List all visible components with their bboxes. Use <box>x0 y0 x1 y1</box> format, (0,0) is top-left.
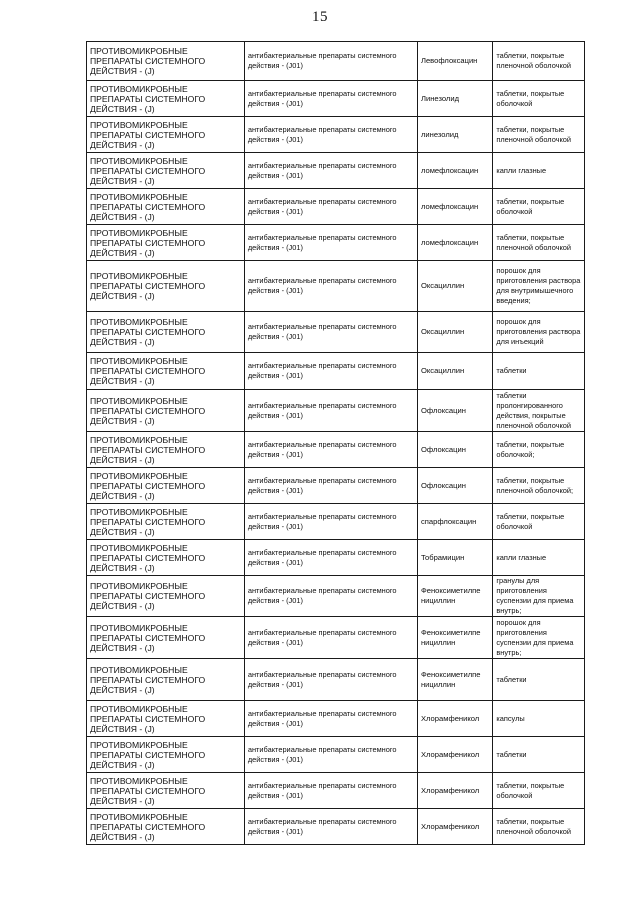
subgroup-cell: антибактериальные препараты системного действия - (J01) <box>244 312 417 353</box>
group-cell: ПРОТИВОМИКРОБНЫЕ ПРЕПАРАТЫ СИСТЕМНОГО ДЕЙСТВИЯ - (J) <box>87 659 245 701</box>
page-number: 15 <box>312 9 328 25</box>
drug-table <box>86 41 585 845</box>
dosage-form-cell: капли глазные <box>493 540 585 576</box>
group-cell: ПРОТИВОМИКРОБНЫЕ ПРЕПАРАТЫ СИСТЕМНОГО ДЕЙСТВИЯ - (J) <box>87 81 245 117</box>
drug-name-cell: Феноксиметилпе нициллин <box>417 617 492 659</box>
group-cell: ПРОТИВОМИКРОБНЫЕ ПРЕПАРАТЫ СИСТЕМНОГО ДЕЙСТВИЯ - (J) <box>87 468 245 504</box>
dosage-form-cell: таблетки, покрытые пленочной оболочкой <box>493 225 585 261</box>
table-row <box>87 81 585 117</box>
subgroup-cell: антибактериальные препараты системного действия - (J01) <box>244 737 417 773</box>
group-cell: ПРОТИВОМИКРОБНЫЕ ПРЕПАРАТЫ СИСТЕМНОГО ДЕЙСТВИЯ - (J) <box>87 312 245 353</box>
drug-name-cell: ломефлоксацин <box>417 189 492 225</box>
dosage-form-cell: таблетки, покрытые пленочной оболочкой <box>493 42 585 81</box>
dosage-form-cell: таблетки <box>493 737 585 773</box>
dosage-form-cell: капсулы <box>493 701 585 737</box>
drug-table-body <box>87 42 585 845</box>
table-row <box>87 390 585 432</box>
dosage-form-cell: таблетки <box>493 353 585 390</box>
group-cell: ПРОТИВОМИКРОБНЫЕ ПРЕПАРАТЫ СИСТЕМНОГО ДЕЙСТВИЯ - (J) <box>87 117 245 153</box>
group-cell: ПРОТИВОМИКРОБНЫЕ ПРЕПАРАТЫ СИСТЕМНОГО ДЕЙСТВИЯ - (J) <box>87 390 245 432</box>
dosage-form-cell: таблетки, покрытые оболочкой <box>493 81 585 117</box>
dosage-form-cell: капли глазные <box>493 153 585 189</box>
subgroup-cell: антибактериальные препараты системного действия - (J01) <box>244 432 417 468</box>
dosage-form-cell: таблетки, покрытые оболочкой <box>493 189 585 225</box>
group-cell: ПРОТИВОМИКРОБНЫЕ ПРЕПАРАТЫ СИСТЕМНОГО ДЕЙСТВИЯ - (J) <box>87 189 245 225</box>
group-cell: ПРОТИВОМИКРОБНЫЕ ПРЕПАРАТЫ СИСТЕМНОГО ДЕЙСТВИЯ - (J) <box>87 225 245 261</box>
dosage-form-cell: таблетки, покрытые оболочкой <box>493 773 585 809</box>
table-row <box>87 117 585 153</box>
drug-name-cell: Хлорамфеникол <box>417 809 492 845</box>
group-cell: ПРОТИВОМИКРОБНЫЕ ПРЕПАРАТЫ СИСТЕМНОГО ДЕЙСТВИЯ - (J) <box>87 540 245 576</box>
drug-name-cell: Оксациллин <box>417 261 492 312</box>
table-row <box>87 153 585 189</box>
subgroup-cell: антибактериальные препараты системного действия - (J01) <box>244 701 417 737</box>
dosage-form-cell: таблетки пролонгированного действия, покрытые пленочной оболочкой <box>493 390 585 432</box>
table-row <box>87 42 585 81</box>
subgroup-cell: антибактериальные препараты системного действия - (J01) <box>244 81 417 117</box>
subgroup-cell: антибактериальные препараты системного действия - (J01) <box>244 576 417 617</box>
subgroup-cell: антибактериальные препараты системного действия - (J01) <box>244 189 417 225</box>
table-row <box>87 773 585 809</box>
drug-name-cell: Офлоксацин <box>417 390 492 432</box>
drug-name-cell: Левофлоксацин <box>417 42 492 81</box>
subgroup-cell: антибактериальные препараты системного действия - (J01) <box>244 42 417 81</box>
drug-name-cell: Феноксиметилпе нициллин <box>417 659 492 701</box>
subgroup-cell: антибактериальные препараты системного действия - (J01) <box>244 225 417 261</box>
drug-name-cell: линезолид <box>417 117 492 153</box>
drug-name-cell: Офлоксацин <box>417 432 492 468</box>
group-cell: ПРОТИВОМИКРОБНЫЕ ПРЕПАРАТЫ СИСТЕМНОГО ДЕЙСТВИЯ - (J) <box>87 432 245 468</box>
group-cell: ПРОТИВОМИКРОБНЫЕ ПРЕПАРАТЫ СИСТЕМНОГО ДЕЙСТВИЯ - (J) <box>87 701 245 737</box>
group-cell: ПРОТИВОМИКРОБНЫЕ ПРЕПАРАТЫ СИСТЕМНОГО ДЕЙСТВИЯ - (J) <box>87 353 245 390</box>
table-row <box>87 225 585 261</box>
table-row <box>87 809 585 845</box>
table-row <box>87 576 585 617</box>
dosage-form-cell: таблетки, покрытые оболочкой; <box>493 432 585 468</box>
dosage-form-cell: таблетки, покрытые пленочной оболочкой <box>493 809 585 845</box>
group-cell: ПРОТИВОМИКРОБНЫЕ ПРЕПАРАТЫ СИСТЕМНОГО ДЕЙСТВИЯ - (J) <box>87 737 245 773</box>
group-cell: ПРОТИВОМИКРОБНЫЕ ПРЕПАРАТЫ СИСТЕМНОГО ДЕЙСТВИЯ - (J) <box>87 576 245 617</box>
table-row <box>87 701 585 737</box>
table-row <box>87 468 585 504</box>
dosage-form-cell: гранулы для приготовления суспензии для приема внутрь; <box>493 576 585 617</box>
group-cell: ПРОТИВОМИКРОБНЫЕ ПРЕПАРАТЫ СИСТЕМНОГО ДЕЙСТВИЯ - (J) <box>87 504 245 540</box>
table-row <box>87 659 585 701</box>
table-row <box>87 189 585 225</box>
subgroup-cell: антибактериальные препараты системного действия - (J01) <box>244 468 417 504</box>
table-row <box>87 261 585 312</box>
subgroup-cell: антибактериальные препараты системного действия - (J01) <box>244 117 417 153</box>
table-row <box>87 504 585 540</box>
subgroup-cell: антибактериальные препараты системного действия - (J01) <box>244 261 417 312</box>
subgroup-cell: антибактериальные препараты системного действия - (J01) <box>244 353 417 390</box>
drug-name-cell: Хлорамфеникол <box>417 701 492 737</box>
subgroup-cell: антибактериальные препараты системного действия - (J01) <box>244 617 417 659</box>
dosage-form-cell: таблетки, покрытые пленочной оболочкой <box>493 117 585 153</box>
drug-name-cell: Тобрамицин <box>417 540 492 576</box>
table-row <box>87 617 585 659</box>
subgroup-cell: антибактериальные препараты системного действия - (J01) <box>244 659 417 701</box>
dosage-form-cell: порошок для приготовления раствора для инъекций <box>493 312 585 353</box>
table-row <box>87 432 585 468</box>
group-cell: ПРОТИВОМИКРОБНЫЕ ПРЕПАРАТЫ СИСТЕМНОГО ДЕЙСТВИЯ - (J) <box>87 42 245 81</box>
dosage-form-cell: таблетки <box>493 659 585 701</box>
subgroup-cell: антибактериальные препараты системного действия - (J01) <box>244 153 417 189</box>
drug-name-cell: Феноксиметилпе нициллин <box>417 576 492 617</box>
table-row <box>87 540 585 576</box>
group-cell: ПРОТИВОМИКРОБНЫЕ ПРЕПАРАТЫ СИСТЕМНОГО ДЕЙСТВИЯ - (J) <box>87 773 245 809</box>
drug-name-cell: Линезолид <box>417 81 492 117</box>
dosage-form-cell: порошок для приготовления раствора для внутримышечного введения; <box>493 261 585 312</box>
subgroup-cell: антибактериальные препараты системного действия - (J01) <box>244 504 417 540</box>
table-row <box>87 312 585 353</box>
group-cell: ПРОТИВОМИКРОБНЫЕ ПРЕПАРАТЫ СИСТЕМНОГО ДЕЙСТВИЯ - (J) <box>87 617 245 659</box>
drug-name-cell: Оксациллин <box>417 353 492 390</box>
group-cell: ПРОТИВОМИКРОБНЫЕ ПРЕПАРАТЫ СИСТЕМНОГО ДЕЙСТВИЯ - (J) <box>87 809 245 845</box>
group-cell: ПРОТИВОМИКРОБНЫЕ ПРЕПАРАТЫ СИСТЕМНОГО ДЕЙСТВИЯ - (J) <box>87 153 245 189</box>
dosage-form-cell: таблетки, покрытые оболочкой <box>493 504 585 540</box>
drug-name-cell: Оксациллин <box>417 312 492 353</box>
dosage-form-cell: таблетки, покрытые пленочной оболочкой; <box>493 468 585 504</box>
drug-name-cell: ломефлоксацин <box>417 225 492 261</box>
subgroup-cell: антибактериальные препараты системного действия - (J01) <box>244 773 417 809</box>
table-row <box>87 353 585 390</box>
table-row <box>87 737 585 773</box>
group-cell: ПРОТИВОМИКРОБНЫЕ ПРЕПАРАТЫ СИСТЕМНОГО ДЕЙСТВИЯ - (J) <box>87 261 245 312</box>
subgroup-cell: антибактериальные препараты системного действия - (J01) <box>244 390 417 432</box>
drug-name-cell: Офлоксацин <box>417 468 492 504</box>
subgroup-cell: антибактериальные препараты системного действия - (J01) <box>244 809 417 845</box>
drug-name-cell: Хлорамфеникол <box>417 773 492 809</box>
dosage-form-cell: порошок для приготовления суспензии для приема внутрь; <box>493 617 585 659</box>
drug-name-cell: Хлорамфеникол <box>417 737 492 773</box>
subgroup-cell: антибактериальные препараты системного действия - (J01) <box>244 540 417 576</box>
drug-name-cell: спарфлоксацин <box>417 504 492 540</box>
drug-name-cell: ломефлоксацин <box>417 153 492 189</box>
